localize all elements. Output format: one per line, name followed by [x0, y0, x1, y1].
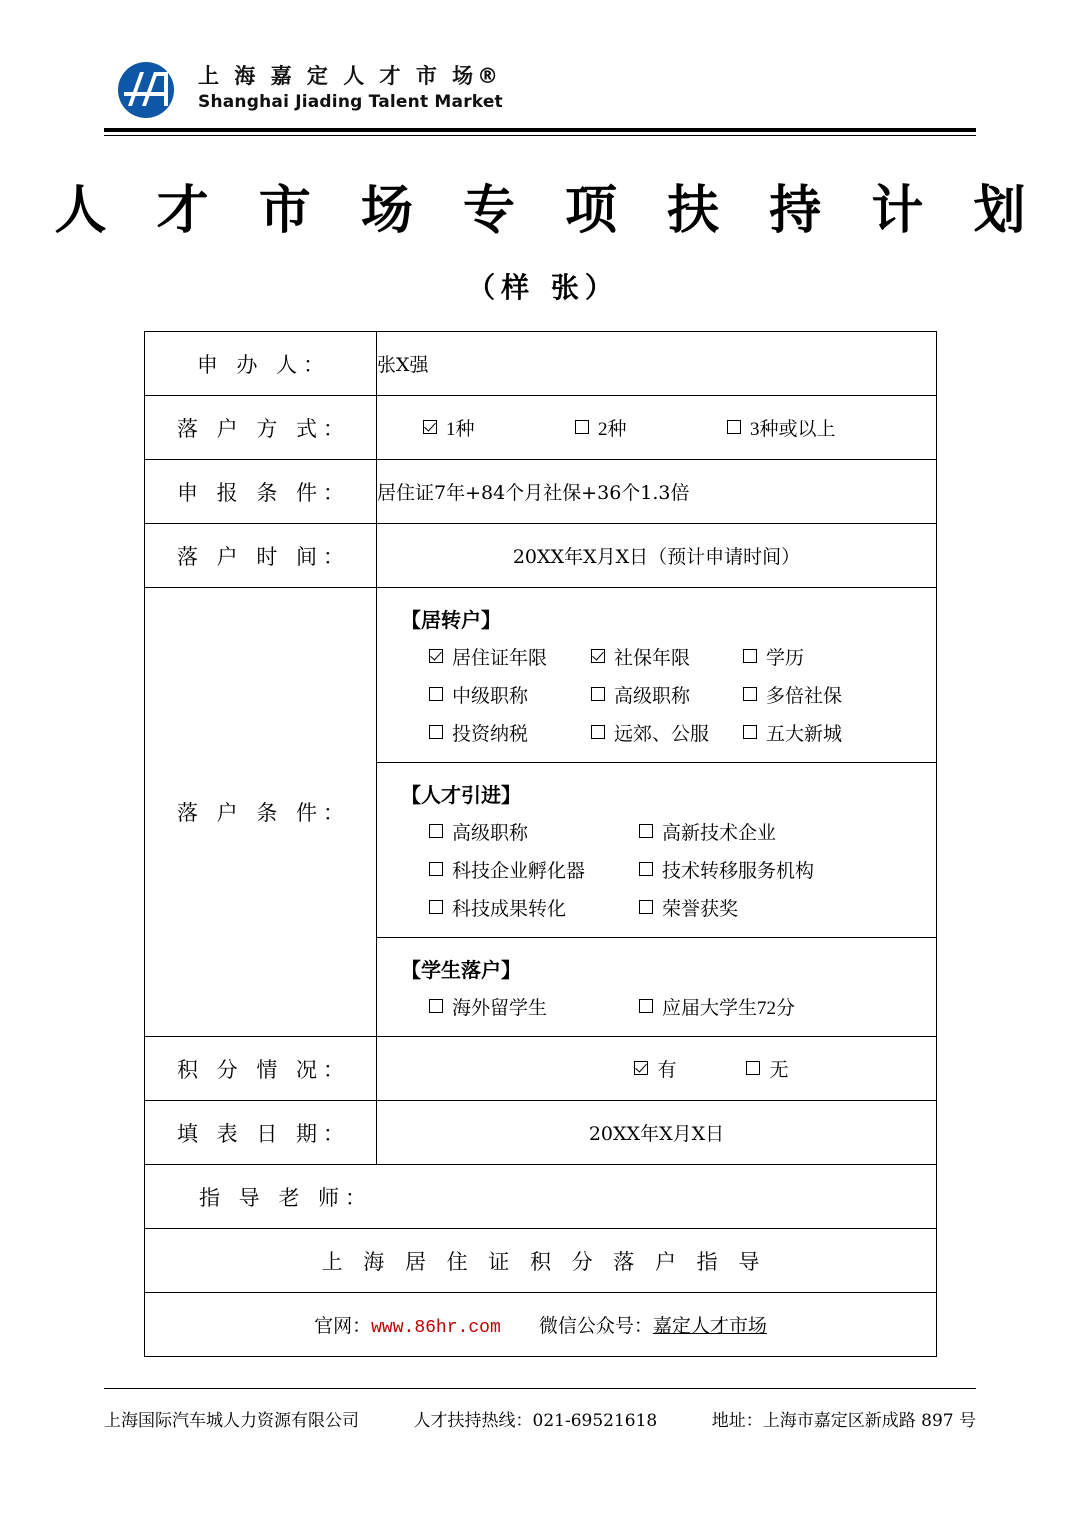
page-title: 人 才 市 场 专 项 扶 持 计 划 — [54, 180, 1042, 241]
checkbox-icon[interactable] — [575, 420, 589, 434]
checkbox-icon[interactable] — [639, 900, 653, 914]
value-points-status — [377, 1037, 937, 1101]
table-row-fill-date — [145, 1101, 937, 1165]
checkbox-label: 1种 — [446, 419, 475, 440]
label-settle-conditions: 落 户 条 件： — [145, 588, 377, 1037]
wechat-account: 嘉定人才市场 — [652, 1315, 767, 1337]
checkbox-icon[interactable] — [727, 420, 741, 434]
checkbox-tech-incubator[interactable] — [429, 856, 639, 883]
checkbox-label: 科技企业孵化器 — [452, 861, 586, 882]
brand-name-cn: 上 海 嘉 定 人 才 市 场® — [198, 64, 503, 88]
checkbox-icon[interactable] — [639, 862, 653, 876]
checkbox-label: 远郊、公服 — [614, 724, 710, 745]
service-bar-text: 上 海 居 住 证 积 分 落 户 指 导 — [145, 1229, 937, 1293]
checkbox-label: 无 — [769, 1060, 789, 1081]
checkbox-points-yes[interactable] — [524, 1055, 746, 1082]
condition-line — [377, 719, 936, 746]
logo — [118, 62, 184, 118]
checkbox-label: 有 — [657, 1060, 677, 1081]
checkbox-icon[interactable] — [591, 725, 605, 739]
checkbox-label: 社保年限 — [614, 648, 691, 669]
table-row-contact-bar — [145, 1293, 937, 1357]
checkbox-icon[interactable] — [591, 649, 605, 663]
checkbox-education[interactable] — [743, 643, 804, 670]
contact-bar — [145, 1293, 937, 1357]
checkbox-honor-award[interactable] — [639, 894, 738, 921]
checkbox-icon[interactable] — [429, 999, 443, 1013]
checkbox-tech-achievement-transform[interactable] — [429, 894, 639, 921]
label-fill-date: 填 表 日 期： — [145, 1101, 377, 1165]
checkbox-label: 海外留学生 — [452, 998, 548, 1019]
checkbox-icon[interactable] — [634, 1061, 648, 1075]
checkbox-suburb-public-service[interactable] — [591, 719, 743, 746]
checkbox-fresh-graduate-72[interactable] — [639, 993, 795, 1020]
table-row-settle-time — [145, 524, 937, 588]
value-settle-method — [377, 396, 937, 460]
checkbox-icon[interactable] — [429, 824, 443, 838]
checkbox-icon[interactable] — [429, 649, 443, 663]
checkbox-icon[interactable] — [746, 1061, 760, 1075]
condition-group-title: 【学生落户】 — [401, 958, 521, 982]
checkbox-label: 投资纳税 — [452, 724, 529, 745]
condition-line — [377, 643, 936, 670]
table-row-points-status — [145, 1037, 937, 1101]
label-settle-time: 落 户 时 间： — [145, 524, 377, 588]
condition-line — [377, 894, 936, 921]
checkbox-icon[interactable] — [429, 900, 443, 914]
checkbox-icon[interactable] — [639, 824, 653, 838]
website-label: 官网： — [314, 1315, 372, 1337]
condition-group-student — [377, 938, 936, 1036]
wechat-label: 微信公众号： — [538, 1315, 653, 1337]
value-settle-time: 20XX年X月X日（预计申请时间） — [377, 524, 937, 588]
logo-mark-icon — [118, 62, 174, 118]
value-settle-conditions — [377, 588, 937, 1037]
checkbox-high-tech-enterprise[interactable] — [639, 818, 776, 845]
checkbox-label: 高级职称 — [614, 686, 691, 707]
label-instructor: 指 导 老 师： — [145, 1165, 937, 1229]
table-row-service-bar — [145, 1229, 937, 1293]
checkbox-investment-tax[interactable] — [429, 719, 591, 746]
checkbox-icon[interactable] — [743, 687, 757, 701]
condition-line — [377, 818, 936, 845]
checkbox-five-new-cities[interactable] — [743, 719, 842, 746]
checkbox-label: 3种或以上 — [750, 419, 836, 440]
checkbox-label: 学历 — [766, 648, 805, 669]
page-footer — [104, 1406, 976, 1431]
label-applicant: 申 办 人： — [145, 332, 377, 396]
condition-line — [377, 993, 936, 1020]
footer-divider — [104, 1388, 976, 1389]
checkbox-mid-title[interactable] — [429, 681, 591, 708]
checkbox-icon[interactable] — [639, 999, 653, 1013]
checkbox-icon[interactable] — [429, 687, 443, 701]
checkbox-label: 高级职称 — [452, 823, 529, 844]
checkbox-icon[interactable] — [429, 862, 443, 876]
checkbox-option-3[interactable] — [727, 414, 836, 441]
checkbox-overseas-student[interactable] — [429, 993, 639, 1020]
label-apply-condition: 申 报 条 件： — [145, 460, 377, 524]
condition-group-juzhuanhu — [377, 588, 936, 763]
footer-hotline: 人才扶持热线：021-69521618 — [413, 1411, 658, 1431]
checkbox-label: 2种 — [598, 419, 627, 440]
checkbox-residence-years[interactable] — [429, 643, 591, 670]
condition-group-title: 【人才引进】 — [401, 783, 521, 807]
checkbox-senior-title[interactable] — [591, 681, 743, 708]
condition-line — [377, 856, 936, 883]
document-header — [104, 60, 976, 132]
checkbox-label: 中级职称 — [452, 686, 529, 707]
header-divider-thick — [104, 128, 976, 132]
table-row-apply-condition — [145, 460, 937, 524]
page-subtitle: （样 张） — [467, 271, 619, 304]
label-points-status: 积 分 情 况： — [145, 1037, 377, 1101]
checkbox-label: 技术转移服务机构 — [662, 861, 815, 882]
checkbox-icon[interactable] — [591, 687, 605, 701]
checkbox-icon[interactable] — [423, 420, 437, 434]
footer-company: 上海国际汽车城人力资源有限公司 — [104, 1411, 359, 1431]
checkbox-icon[interactable] — [743, 649, 757, 663]
value-apply-condition: 居住证7年+84个月社保+36个1.3倍 — [377, 460, 937, 524]
checkbox-option-2[interactable] — [575, 414, 727, 441]
checkbox-multiple-social-insurance[interactable] — [743, 681, 842, 708]
condition-group-title: 【居转户】 — [401, 608, 501, 632]
checkbox-icon[interactable] — [743, 725, 757, 739]
checkbox-points-no[interactable] — [746, 1055, 788, 1082]
label-settle-method: 落 户 方 式： — [145, 396, 377, 460]
checkbox-label: 科技成果转化 — [452, 899, 567, 920]
checkbox-tech-transfer-agency[interactable] — [639, 856, 814, 883]
website-url[interactable]: www.86hr.com — [371, 1318, 501, 1338]
checkbox-label: 居住证年限 — [452, 648, 548, 669]
table-row-applicant — [145, 332, 937, 396]
checkbox-option-1[interactable] — [423, 414, 575, 441]
brand-name-en: Shanghai Jiading Talent Market — [198, 92, 503, 112]
checkbox-senior-title-2[interactable] — [429, 818, 639, 845]
condition-line — [377, 681, 936, 708]
table-row-settle-conditions — [145, 588, 937, 1037]
condition-group-talent-introduction — [377, 763, 936, 938]
application-form-table — [144, 331, 937, 1357]
checkbox-social-insurance-years[interactable] — [591, 643, 743, 670]
value-applicant: 张X强 — [377, 332, 937, 396]
table-row-settle-method — [145, 396, 937, 460]
table-row-instructor — [145, 1165, 937, 1229]
footer-address: 地址：上海市嘉定区新成路 897 号 — [711, 1411, 976, 1431]
checkbox-icon[interactable] — [429, 725, 443, 739]
value-fill-date: 20XX年X月X日 — [377, 1101, 937, 1165]
checkbox-label: 应届大学生72分 — [662, 998, 796, 1019]
checkbox-label: 高新技术企业 — [662, 823, 777, 844]
checkbox-label: 荣誉获奖 — [662, 899, 739, 920]
header-divider-thin — [104, 135, 976, 136]
checkbox-label: 多倍社保 — [766, 686, 843, 707]
checkbox-label: 五大新城 — [766, 724, 843, 745]
